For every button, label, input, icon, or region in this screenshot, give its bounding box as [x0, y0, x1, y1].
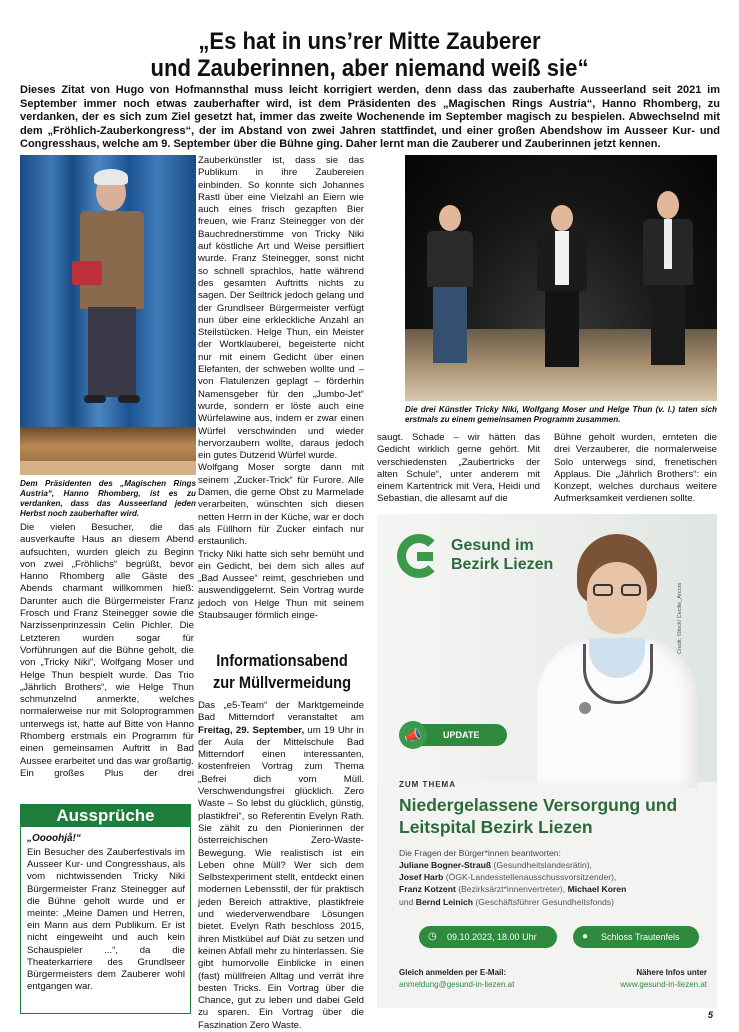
ad-intro: Die Fragen der Bürger*innen beantworten:	[399, 848, 561, 858]
event-location-badge	[573, 926, 699, 948]
megaphone-icon: 📣	[399, 721, 427, 749]
photo-hanno-rhomberg	[20, 155, 196, 475]
article-column-1	[20, 522, 194, 780]
speaker-name: Josef Harb	[399, 872, 444, 883]
speaker-role: (Geschäftsführer Gesundheitsfonds)	[473, 896, 614, 907]
info-text-post: um 19 Uhr in der Aula der Mittelschule Bad Mitterndorf einen interessanten, kostenfreien Vortrag zum Thema „Befrei dich vom Müll. Verschwendungsfrei glücklich. Zero Waste – So lebst du glücklich, günstig, plastikfrei“, so Referentin Evelyn Rath. Sie zählt zu den Pionierinnen der österreichischen Zero-Waste-Bewegung. Wie realistisch ist ein Leben ohne Müll? Wer sich dem Selbstexperiment stellt, entdeckt einen modernen Lebensstil, der für praktisch jeden Bereich attraktive, plastikfreie und wiederverwendbare Lösungen bietet. Evelyn Rath beschloss 2015, ihren Mistkübel auf Diät zu setzen und keinen Abfall mehr zu hinterlassen. Sie gibt humorvolle Einblicke in einen (fast) müllfreien Alltag und verrät ihre besten Tricks. Ein Vortrag über die Chance, gut zu leben und dabei Geld zu sparen. Ein Vortrag über die Faszination Zero Waste.	[198, 724, 364, 1031]
info-headline	[210, 650, 354, 694]
speaker-name: Juliane Bogner-Strauß	[399, 860, 492, 870]
ad-title: Niedergelassene Versorgung und Leitspital Bezirk Liezen	[399, 795, 678, 837]
article-column-3: saugt. Schade – wir hätten das Gedicht wirklich gerne gehört. Mit verschiedensten „Zaubertricks der alten Schule“, unter anderem mit einem Kartentrick mit Vera, Heidi und Sebastian, die allesamt auf die	[377, 432, 540, 505]
article-headline	[30, 28, 710, 82]
calendar-icon: ◷	[428, 931, 437, 942]
column-2-paragraph-b: Wolfgang Moser sorgte dann mit seinem „Zucker-Trick“ für Furore. Alle Damen, die gerne Obst zu Marmelade verarbeiten, wünschten sich diesen netten Herrn in der Küche, war er doch als Füllhorn für Zucker einfach nur erstaunlich.	[198, 462, 364, 548]
speaker-name: Michael Koren	[567, 884, 627, 895]
sprueche-header: Aussprüche	[21, 805, 190, 827]
photo-credit: Credit: iStock/ Cecilie_Arcurs	[677, 582, 683, 654]
column-1-body: Die vielen Besucher, die das ausverkaufte Haus an diesem Abend aufsuchten, wurden gleich zu Beginn von zwei „Fröhlichs“ begrüßt, bevor Hanno Rhomberg alle Gäste des Abends charmant willkommen hieß: Darunter auch die Bürgermeister Franz Frosch und Franz Steinegger sowie die Narzissenprinzessin Celin Pichler. Die Letzteren wurden sogar für Vorführungen auf die Bühne geholt, die von „Tricky Niki“, Wolfgang Moser und Helge Thun bespielt wurde. Das Trio „Jährlich Brothers“, wie Helge Thun schmunzelnd anmerkte, welches normalerweise nur mit Soloprogrammen unterwegs ist, hatte auf Bitte von Hanno Rhomberg erstmals ein Programm für einen gemeinsamen Auftritt in Bad Aussee erarbeitet und das war großartig.	[20, 522, 194, 767]
doctor-figure	[527, 534, 697, 784]
signup-email-link[interactable]: anmeldung@gesund-in-liezen.at	[399, 980, 515, 989]
speaker-und: und	[399, 896, 416, 907]
event-date-badge	[419, 926, 557, 948]
doctor-photo	[377, 514, 717, 782]
photo-three-magicians	[405, 155, 717, 401]
speaker-name: Franz Kotzent	[399, 884, 456, 895]
update-badge: UPDATE	[407, 724, 507, 746]
ad-more-info	[587, 967, 707, 991]
info-text	[198, 700, 364, 1032]
sprueche-box	[20, 804, 191, 1014]
speaker-role: (Gesundheitslandesrätin),	[491, 860, 592, 870]
ad-signup	[399, 967, 514, 991]
column-2-paragraph-a: Zauberkünstler ist, dass sie das Publikum in ihre Zaubereien einbinden. So konnte sich Johannes Rastl über eine Vielzahl an Eiern wie auch eines frisch gezapften Bier freuen, wie Franz Steinegger von der Bauchrednerstimme von Tricky Niki auf köstliche Art und Weise persifliert wurde. Franz Steinegger, sonst nicht so schnell sprachlos, hatte während des gesamten Auftritts nichts zu sagen. Der Seiltrick jedoch gelang und der Grundlseer Bürgermeister verfügt nun über eine erkleckliche Anzahl an Steilstücken. Helge Thun, ein Meister der Wortklauberei, begeisterte nicht nur mit einem Gedicht über einen Elefanten, der schweben wollte und – von Flatulenzen geplagt – förderhin Namensgeber für den „Jumbo-Jet“ wurde, sondern er löste auch eine Würfelawine aus, indem er zwar einen Würfel verschwinden und wieder hervorzaubern wollte, daraus jedoch ein gutes Dutzend Würfel wurde.	[198, 155, 364, 462]
article-column-4: Bühne geholt wurden, ernteten die drei Verzauberer, die normalerweise Solo unterwegs sind, frenetischen Applaus. Die „Jährlich Brothers“: ein Konzept, welches durchaus weitere Aufmerksamkeit verdienen sollte.	[554, 432, 717, 505]
info-headline-line-2: zur Müllvermeidung	[212, 673, 352, 692]
info-text-pre: Das „e5-Team“ der Marktgemeinde Bad Mitterndorf veranstaltet am	[198, 700, 364, 724]
event-date: 09.10.2023, 18.00 Uhr	[447, 932, 537, 942]
event-location: Schloss Trautenfels	[601, 932, 680, 942]
photo-caption-2: Die drei Künstler Tricky Niki, Wolfgang Moser und Helge Thun (v. l.) taten sich erstmals zu einem gemeinsamen Programm zusammen.	[405, 405, 717, 424]
info-date: Freitag, 29. September,	[198, 724, 305, 736]
article-column-2	[198, 155, 364, 622]
health-advertisement	[377, 514, 717, 1008]
sprueche-title: „Oooohjå!“	[27, 833, 81, 844]
logo-line-2: Bezirk Liezen	[451, 556, 554, 573]
more-info-label: Nähere Infos unter	[636, 968, 707, 977]
location-pin-icon: ●	[582, 931, 589, 942]
headline-line-2: und Zauberinnen, aber niemand weiß sie“	[150, 55, 589, 82]
speaker-role: (Bezirksärzt*innenvertreter),	[455, 884, 568, 895]
info-headline-line-1: Informationsabend	[216, 651, 348, 670]
photo-caption-1: Dem Präsidenten des „Magischen Rings Austria“, Hanno Rhomberg, ist es zu verdanken, dass das Ausseerland jeden Herbst noch zauberhafter wird.	[20, 479, 196, 518]
speaker-role: (ÖGK-Landesstellenausschussvorsitzender),	[443, 872, 617, 883]
more-info-link[interactable]: www.gesund-in-liezen.at	[620, 980, 707, 989]
ad-zum-thema: ZUM THEMA	[399, 780, 456, 789]
page-number: 5	[708, 1010, 714, 1020]
article-lead: Dieses Zitat von Hugo von Hofmannsthal muss leicht korrigiert werden, denn dass das zauberhafte Ausseerland seit 2021 im September immer noch etwas zauberhafter wird, ist dem Präsidenten des „Magischen Rings Austria“, Hanno Rhomberg, zu verdanken, der es sich zum Ziel gesetzt hat, immer das zweite Wochenende im September magisch zu bespielen. Abwechselnd mit dem „Fröhlich-Zauberkongress“, der im Abstand von zwei Jahren stattfindet, und einer großen Abendshow im Ausseer Kur- und Congresshaus, welche am 9. September über die Bühne ging. Daher lernt man die Zauberer und Zauberinnen jetzt kennen.	[20, 84, 720, 151]
sprueche-text: Ein Besucher des Zauberfestivals im Ausseer Kur- und Congresshaus, als vom nichtwissenden Tricky Niki Bürgermeister Franz Steinegger auf die Bühne geholt wurde und er meinte: „Meine Damen und Herren, ein Mann aus dem Publikum. Er ist nicht eingeweiht und auch kein Schauspieler ...“, da die Theaterkarriere des Grundlseer Bürgermeisters dem Zauberer wohl entgangen war.	[27, 847, 185, 993]
column-1-last-line: Ein großes Plus der drei	[20, 767, 194, 779]
headline-line-1: „Es hat in uns’rer Mitte Zauberer	[198, 28, 541, 55]
column-2-paragraph-c: Tricky Niki hatte sich sehr bemüht und ein Gedicht, bei dem sich alles auf „Bad Aussee“ reimt, geschrieben und auswendiggelernt. Sein Vortrag wurde jedoch von Helge Thun mit seinem Staubsauger förmlich einge-	[198, 548, 364, 621]
ad-speakers	[399, 859, 711, 908]
signup-label: Gleich anmelden per E-Mail:	[399, 968, 507, 977]
speaker-name: Bernd Leinich	[415, 896, 474, 907]
logo-line-1: Gesund im	[451, 537, 534, 554]
